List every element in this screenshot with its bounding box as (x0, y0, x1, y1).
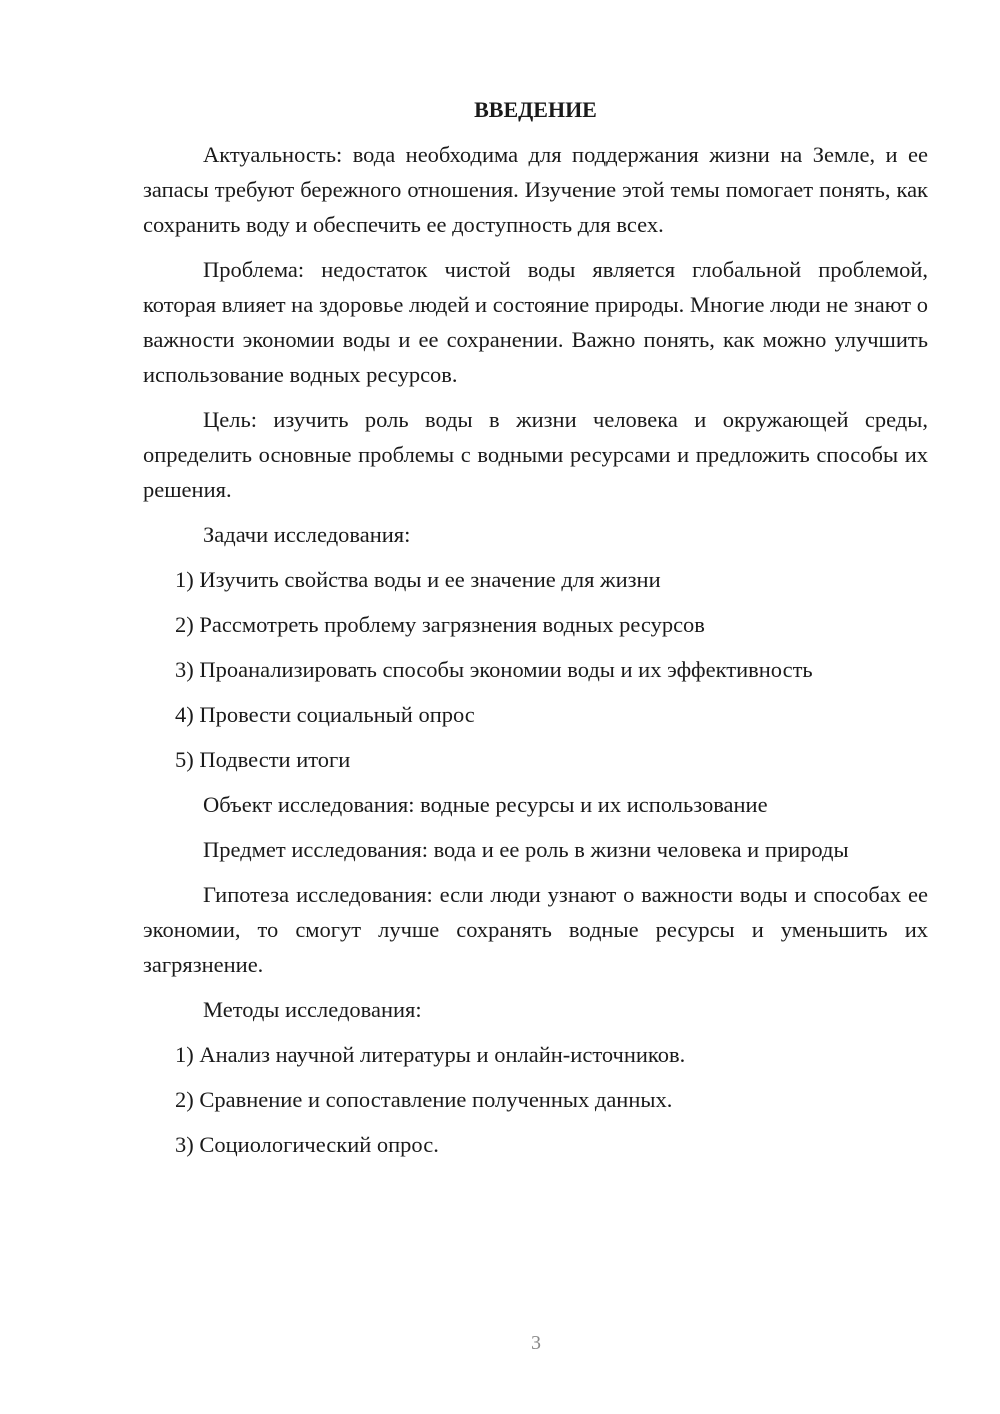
goal-paragraph: Цель: изучить роль воды в жизни человека и окружающей среды, определить основные проблемы с водными ресурсами и предложить способы их решения. (143, 407, 928, 502)
task-item: 5) Подвести итоги (175, 747, 351, 772)
method-item: 2) Сравнение и сопоставление полученных данных. (175, 1087, 673, 1112)
page-number: 3 (531, 1332, 541, 1354)
task-item: 2) Рассмотреть проблему загрязнения водных ресурсов (175, 612, 705, 637)
task-item: 1) Изучить свойства воды и ее значение для жизни (175, 567, 661, 592)
relevance-paragraph: Актуальность: вода необходима для поддержания жизни на Земле, и ее запасы требуют бережного отношения. Изучение этой темы помогает понять, как сохранить воду и обеспечить ее доступность для всех. (143, 142, 928, 237)
hypothesis-paragraph: Гипотеза исследования: если люди узнают о важности воды и способах ее экономии, то смогут лучше сохранять водные ресурсы и уменьшить их загрязнение. (143, 882, 928, 977)
section-title: ВВЕДЕНИЕ (474, 97, 597, 122)
problem-paragraph: Проблема: недостаток чистой воды является глобальной проблемой, которая влияет на здоровье людей и состояние природы. Многие люди не знают о важности экономии воды и ее сохранении. Важно понять, как можно улучшить использование водных ресурсов. (143, 257, 928, 387)
research-subject: Предмет исследования: вода и ее роль в жизни человека и природы (203, 837, 849, 862)
method-item: 1) Анализ научной литературы и онлайн-источников. (175, 1042, 686, 1067)
task-item: 3) Проанализировать способы экономии воды и их эффективность (175, 657, 813, 682)
tasks-heading: Задачи исследования: (203, 522, 411, 547)
task-item: 4) Провести социальный опрос (175, 702, 475, 727)
research-object: Объект исследования: водные ресурсы и их использование (203, 792, 768, 817)
methods-heading: Методы исследования: (203, 997, 422, 1022)
method-item: 3) Социологический опрос. (175, 1132, 439, 1157)
document-page (143, 92, 928, 1172)
